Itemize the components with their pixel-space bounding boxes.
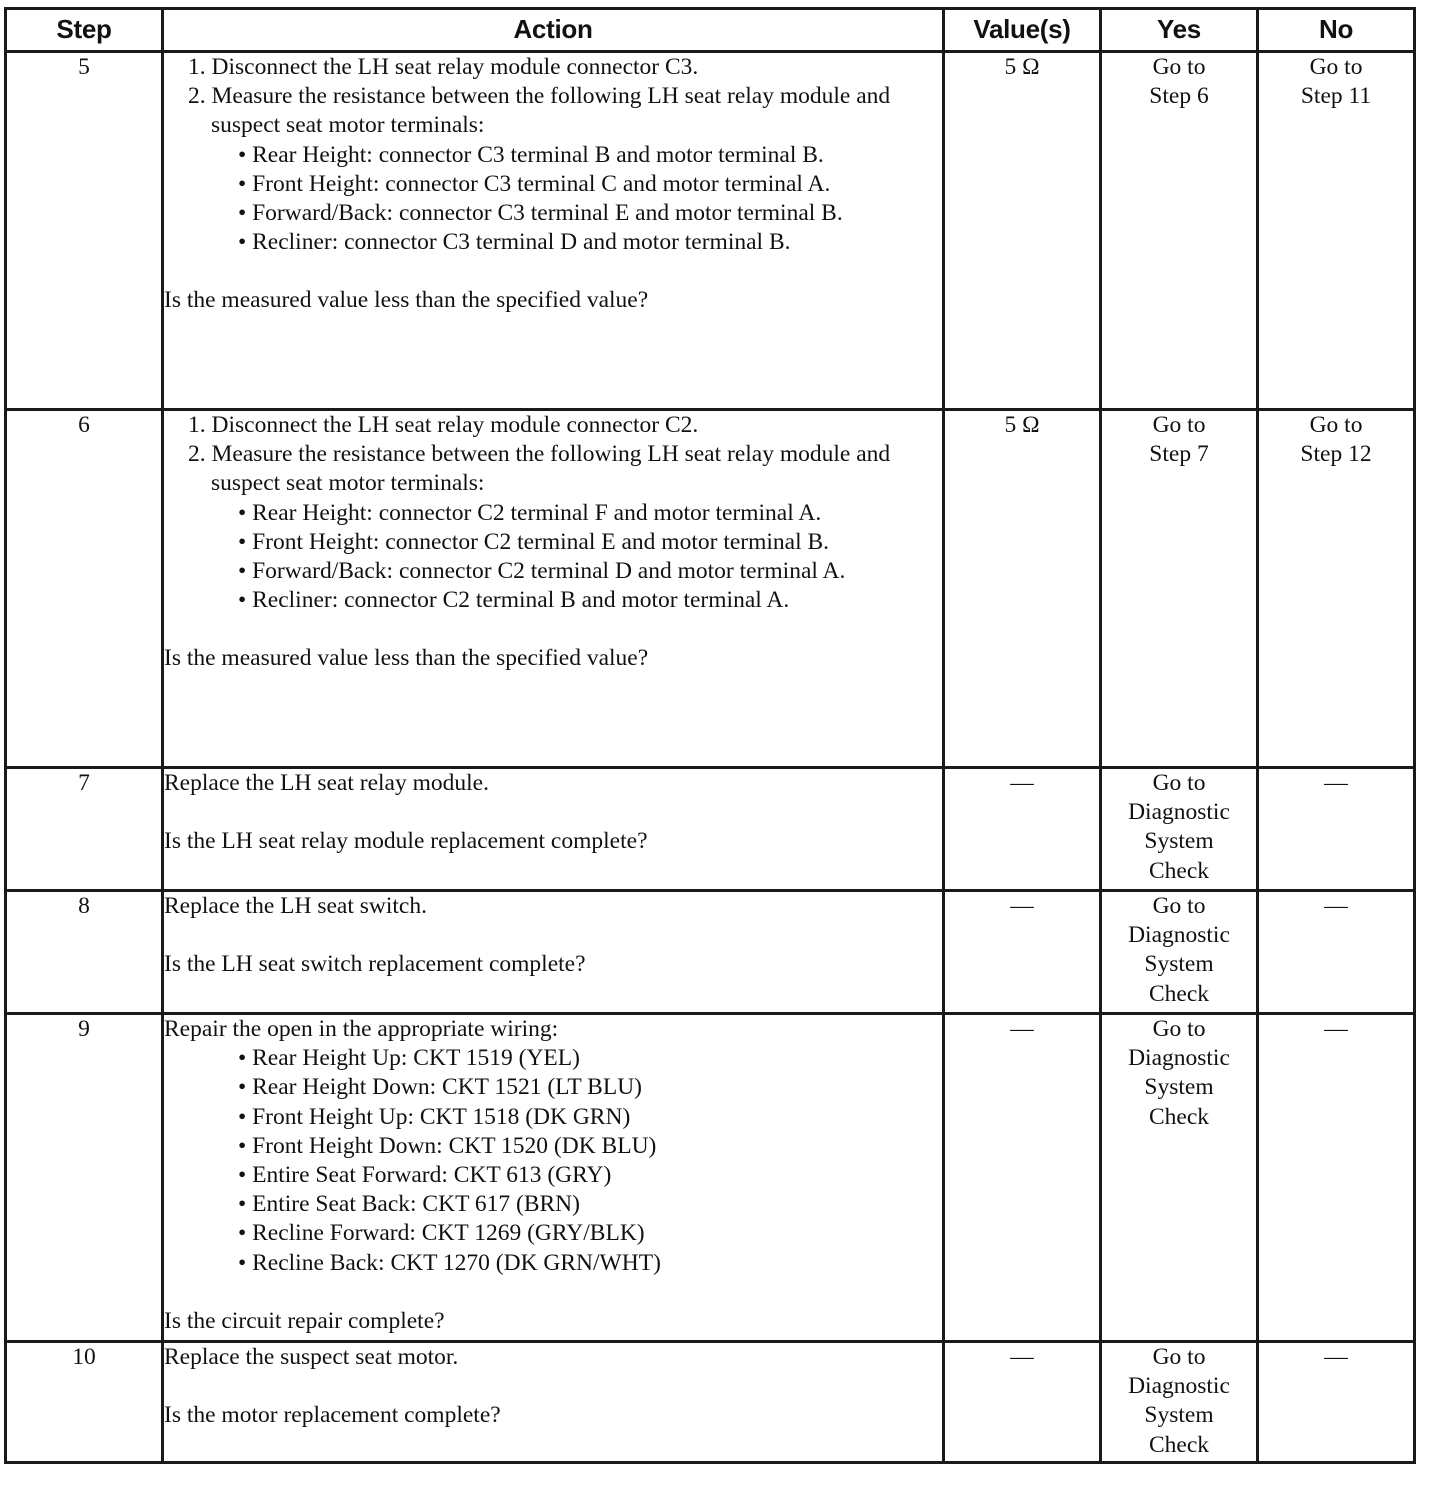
diagnostic-table <box>4 7 1416 1464</box>
bullet-item: • Rear Height Up: CKT 1519 (YEL) <box>238 1044 942 1073</box>
bullet-item: • Recline Forward: CKT 1269 (GRY/BLK) <box>238 1219 942 1248</box>
question-text: Is the measured value less than the specified value? <box>164 287 649 314</box>
yes-cell <box>1101 768 1258 891</box>
action-cell <box>163 410 944 768</box>
no-line: Step 11 <box>1300 83 1372 110</box>
table-row <box>6 1342 1415 1463</box>
table-row <box>6 1014 1415 1342</box>
bullet-item: • Entire Seat Forward: CKT 613 (GRY) <box>238 1161 942 1190</box>
header-yes: Yes <box>1101 9 1258 52</box>
no-cell <box>1258 410 1415 768</box>
action-text: Replace the LH seat relay module. <box>164 770 489 796</box>
yes-line: Check <box>1148 1103 1210 1130</box>
yes-line: System <box>1144 828 1214 855</box>
no-cell <box>1258 52 1415 410</box>
yes-line: System <box>1144 1402 1214 1429</box>
numbered-instruction: 2. Measure the resistance between the following LH seat relay module and suspect seat motor terminals: <box>188 83 891 139</box>
action-text: Replace the suspect seat motor. <box>164 1344 459 1370</box>
yes-line: Check <box>1148 857 1210 884</box>
header-action: Action <box>163 9 944 52</box>
question-text: Is the LH seat switch replacement complete? <box>164 951 586 978</box>
yes-line: Diagnostic <box>1128 1045 1230 1072</box>
table-header-row <box>6 9 1415 52</box>
yes-line: Go to <box>1152 893 1206 919</box>
numbered-instruction: 1. Disconnect the LH seat relay module connector C2. <box>188 412 699 438</box>
header-no: No <box>1258 9 1415 52</box>
yes-line: Diagnostic <box>1128 1373 1230 1400</box>
bullet-item: • Forward/Back: connector C2 terminal D and motor terminal A. <box>238 557 942 586</box>
action-cell <box>163 1342 944 1463</box>
yes-line: Check <box>1148 980 1210 1007</box>
action-text: Replace the LH seat switch. <box>164 893 427 919</box>
question-text: Is the motor replacement complete? <box>164 1402 501 1429</box>
yes-line: System <box>1144 951 1214 978</box>
bullet-item: • Front Height Down: CKT 1520 (DK BLU) <box>238 1132 942 1161</box>
value-cell: 5 Ω <box>944 52 1101 410</box>
table-row <box>6 410 1415 768</box>
header-step: Step <box>6 9 163 52</box>
table-row <box>6 768 1415 891</box>
value-cell: — <box>944 891 1101 1014</box>
bullet-item: • Front Height: connector C2 terminal E and motor terminal B. <box>238 528 942 557</box>
table-row <box>6 52 1415 410</box>
numbered-instruction: 2. Measure the resistance between the following LH seat relay module and suspect seat motor terminals: <box>188 441 891 497</box>
yes-cell <box>1101 1342 1258 1463</box>
bullet-item: • Front Height Up: CKT 1518 (DK GRN) <box>238 1103 942 1132</box>
action-cell <box>163 891 944 1014</box>
question-text: Is the circuit repair complete? <box>164 1307 445 1334</box>
action-cell <box>163 1014 944 1342</box>
yes-line: Check <box>1148 1431 1210 1458</box>
table-row <box>6 891 1415 1014</box>
no-line: Step 12 <box>1300 441 1372 468</box>
no-cell: — <box>1258 768 1415 891</box>
bullet-item: • Rear Height Down: CKT 1521 (LT BLU) <box>238 1073 942 1102</box>
step-number: 10 <box>6 1342 163 1463</box>
yes-cell <box>1101 410 1258 768</box>
yes-line: System <box>1144 1074 1214 1101</box>
action-cell <box>163 52 944 410</box>
bullet-item: • Rear Height: connector C2 terminal F and motor terminal A. <box>238 499 942 528</box>
yes-line: Go to <box>1152 1344 1206 1370</box>
numbered-instruction: 1. Disconnect the LH seat relay module connector C3. <box>188 54 699 80</box>
step-number: 5 <box>6 52 163 410</box>
yes-line: Go to <box>1152 412 1206 438</box>
yes-line: Diagnostic <box>1128 799 1230 826</box>
step-number: 9 <box>6 1014 163 1342</box>
value-cell: — <box>944 768 1101 891</box>
yes-line: Go to <box>1152 54 1206 80</box>
no-line: Go to <box>1309 54 1363 80</box>
value-cell: — <box>944 1342 1101 1463</box>
bullet-item: • Entire Seat Back: CKT 617 (BRN) <box>238 1190 942 1219</box>
yes-line: Step 6 <box>1149 83 1209 110</box>
bullet-item: • Rear Height: connector C3 terminal B and motor terminal B. <box>238 141 942 170</box>
question-text: Is the LH seat relay module replacement complete? <box>164 828 648 855</box>
step-number: 7 <box>6 768 163 891</box>
yes-line: Go to <box>1152 1016 1206 1042</box>
question-text: Is the measured value less than the specified value? <box>164 645 649 672</box>
action-cell <box>163 768 944 891</box>
yes-cell <box>1101 891 1258 1014</box>
value-cell: — <box>944 1014 1101 1342</box>
yes-line: Go to <box>1152 770 1206 796</box>
yes-cell <box>1101 52 1258 410</box>
bullet-item: • Recline Back: CKT 1270 (DK GRN/WHT) <box>238 1249 942 1278</box>
step-number: 8 <box>6 891 163 1014</box>
step-number: 6 <box>6 410 163 768</box>
bullet-item: • Front Height: connector C3 terminal C and motor terminal A. <box>238 170 942 199</box>
bullet-item: • Forward/Back: connector C3 terminal E and motor terminal B. <box>238 199 942 228</box>
bullet-item: • Recliner: connector C2 terminal B and motor terminal A. <box>238 586 942 615</box>
no-line: Go to <box>1309 412 1363 438</box>
action-text: Repair the open in the appropriate wiring: <box>164 1016 559 1042</box>
yes-line: Step 7 <box>1149 441 1209 468</box>
no-cell: — <box>1258 1014 1415 1342</box>
bullet-item: • Recliner: connector C3 terminal D and motor terminal B. <box>238 228 942 257</box>
value-cell: 5 Ω <box>944 410 1101 768</box>
no-cell: — <box>1258 1342 1415 1463</box>
yes-cell <box>1101 1014 1258 1342</box>
yes-line: Diagnostic <box>1128 922 1230 949</box>
no-cell: — <box>1258 891 1415 1014</box>
header-values: Value(s) <box>944 9 1101 52</box>
